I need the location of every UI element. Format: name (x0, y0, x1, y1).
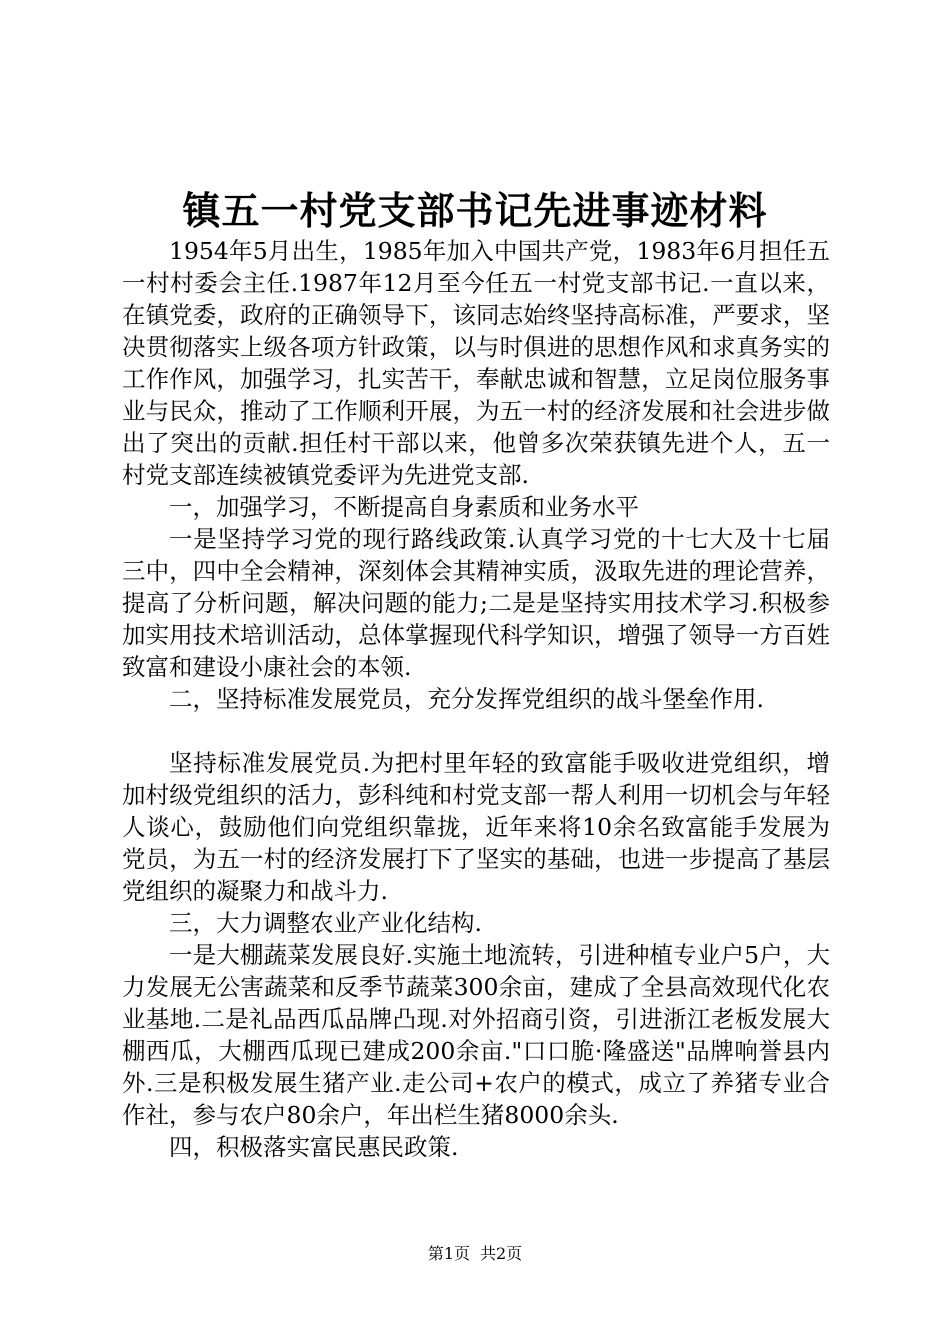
page-footer (0, 1243, 950, 1265)
page-number: 第1页 (427, 1244, 470, 1263)
section-heading-4: 四，积极落实富民惠民政策. (169, 1133, 459, 1161)
section-3-paragraph: 一是大棚蔬菜发展良好.实施土地流转，引进种植专业户5户，大力发展无公害蔬菜和反季节蔬菜300余亩，建成了全县高效现代化农业基地.二是礼品西瓜品牌凸现.对外招商引资，引进浙江老板发展大棚西瓜，大棚西瓜现已建成200余亩."口口脆·隆盛送"品牌响誉县内外.三是积极发展生猪产业.走公司+农户的模式，成立了养猪专业合作社，参与农户80余户，年出栏生猪8000余头. (122, 941, 830, 1129)
section-2-paragraph: 坚持标准发展党员.为把村里年轻的致富能手吸收进党组织，增加村级党组织的活力，彭科纯和村党支部一帮人利用一切机会与年轻人谈心，鼓励他们向党组织靠拢，近年来将10余名致富能手发展为党员，为五一村的经济发展打下了坚实的基础，也进一步提高了基层党组织的凝聚力和战斗力. (122, 749, 830, 905)
section-heading-3: 三，大力调整农业产业化结构. (169, 909, 482, 937)
blank-line (122, 715, 830, 747)
section-heading-2: 二，坚持标准发展党员，充分发挥党组织的战斗堡垒作用. (169, 685, 764, 713)
document-body (122, 235, 830, 1163)
document-title: 镇五一村党支部书记先进事迹材料 (182, 188, 768, 233)
page-total: 共2页 (480, 1244, 523, 1263)
intro-paragraph: 1954年5月出生，1985年加入中国共产党，1983年6月担任五一村村委会主任.1987年12月至今任五一村党支部书记.一直以来，在镇党委，政府的正确领导下，该同志始终坚持高标准，严要求，坚决贯彻落实上级各项方针政策，以与时俱进的思想作风和求真务实的工作作风，加强学习，扎实苦干，奉献忠诚和智慧，立足岗位服务事业与民众，推动了工作顺利开展，为五一村的经济发展和社会进步做出了突出的贡献.担任村干部以来，他曾多次荣获镇先进个人，五一村党支部连续被镇党委评为先进党支部. (122, 237, 830, 489)
section-1-paragraph: 一是坚持学习党的现行路线政策.认真学习党的十七大及十七届三中，四中全会精神，深刻体会其精神实质，汲取先进的理论营养，提高了分析问题，解决问题的能力;二是是坚持实用技术学习.积极参加实用技术培训活动，总体掌握现代科学知识，增强了领导一方百姓致富和建设小康社会的本领. (122, 525, 830, 681)
section-heading-1: 一，加强学习，不断提高自身素质和业务水平 (169, 493, 639, 521)
